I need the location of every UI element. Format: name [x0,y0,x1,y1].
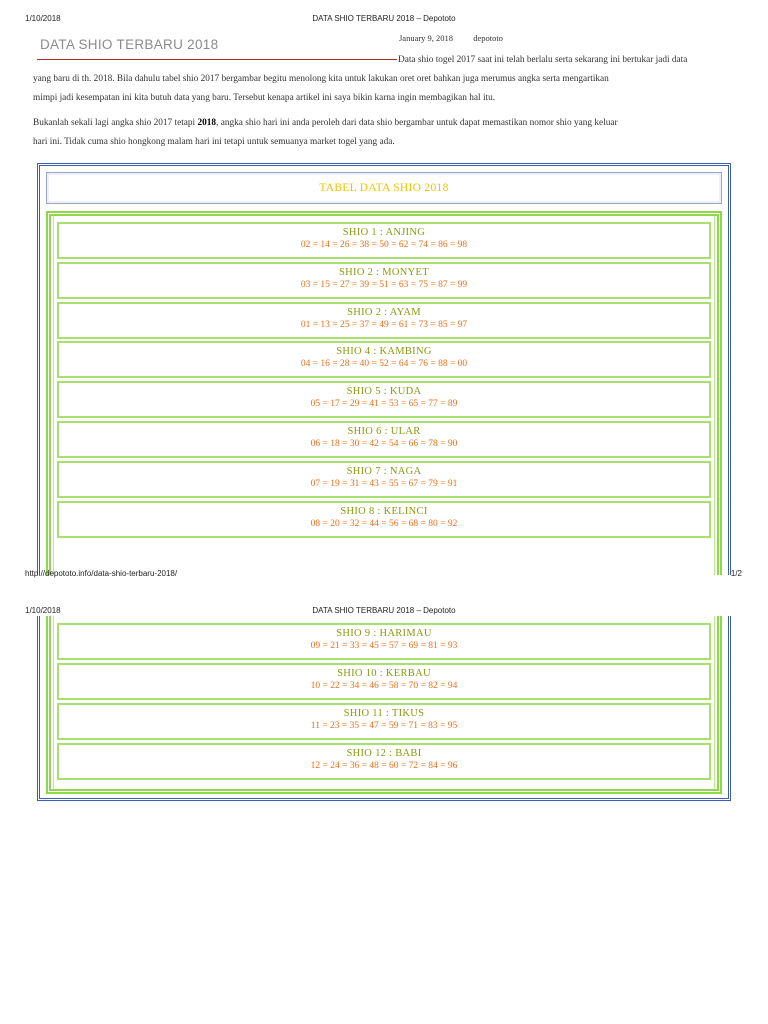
header-title: DATA SHIO TERBARU 2018 – Depototo [312,14,456,23]
header-date: 1/10/2018 [25,606,61,615]
paragraph-2-text-after: , angka shio hari ini anda peroleh dari data shio bergambar untuk dapat memastikan nomor shio yang keluar [216,118,618,128]
shio-numbers: 02 = 14 = 26 = 38 = 50 = 62 = 74 = 86 = 98 [300,240,468,250]
shio-numbers: 01 = 13 = 25 = 37 = 49 = 61 = 73 = 85 = 97 [300,320,468,330]
shio-name: SHIO 4 : KAMBING [336,346,432,357]
table-caption-box [46,172,722,204]
shio-name: SHIO 6 : ULAR [347,426,421,437]
table-row [57,703,711,740]
paragraph-1-line-1: Data shio togel 2017 saat ini telah berlalu serta sekarang ini bertukar jadi data [398,55,688,65]
shio-name: SHIO 2 : MONYET [339,267,429,278]
table-caption: TABEL DATA SHIO 2018 [319,182,449,194]
shio-name: SHIO 8 : KELINCI [340,506,428,517]
shio-name: SHIO 9 : HARIMAU [336,628,432,639]
shio-numbers: 09 = 21 = 33 = 45 = 57 = 69 = 81 = 93 [310,641,458,651]
shio-numbers: 06 = 18 = 30 = 42 = 54 = 66 = 78 = 90 [310,439,458,449]
shio-numbers: 08 = 20 = 32 = 44 = 56 = 68 = 80 = 92 [310,519,458,529]
shio-name: SHIO 2 : AYAM [347,307,421,318]
table-row [57,341,711,378]
footer-url[interactable]: http://depototo.info/data-shio-terbaru-2018/ [25,569,178,578]
table-row [57,222,711,259]
header-title: DATA SHIO TERBARU 2018 – Depototo [312,606,456,615]
table-row [57,743,711,780]
shio-numbers: 05 = 17 = 29 = 41 = 53 = 65 = 77 = 89 [310,399,458,409]
shio-name: SHIO 1 : ANJING [342,227,426,238]
paragraph-1-line-3: mimpi jadi kesempatan ini kita butuh data yang baru. Tersebut kenapa artikel ini saya bikin karna ingin membagikan hal itu. [33,93,496,103]
paragraph-2-text: Bukanlah sekali lagi angka shio 2017 tetapi [33,118,198,128]
footer-page-number: 1/2 [730,569,742,578]
table-row [57,663,711,700]
paragraph-2-bold-year: 2018 [197,118,217,128]
article-title: DATA SHIO TERBARU 2018 [40,37,219,52]
table-row [57,262,711,299]
shio-name: SHIO 11 : TIKUS [343,708,425,719]
paragraph-2-line-1 [33,114,745,133]
paragraph-1 [33,51,745,108]
post-author[interactable]: depototo [473,33,503,43]
shio-numbers: 10 = 22 = 34 = 46 = 58 = 70 = 82 = 94 [310,681,458,691]
table-row [57,381,711,418]
page2-header [0,603,768,617]
table-row [57,623,711,660]
table-row [57,461,711,498]
paragraph-2 [33,114,745,152]
shio-numbers: 07 = 19 = 31 = 43 = 55 = 67 = 79 = 91 [310,479,458,489]
shio-numbers: 03 = 15 = 27 = 39 = 51 = 63 = 75 = 87 = 99 [300,280,468,290]
post-date: January 9, 2018 [399,33,454,43]
shio-numbers: 12 = 24 = 36 = 48 = 60 = 72 = 84 = 96 [310,761,458,771]
shio-numbers: 11 = 23 = 35 = 47 = 59 = 71 = 83 = 95 [310,721,458,731]
page1-header [0,11,768,25]
post-meta [399,33,521,43]
table-row [57,501,711,538]
shio-numbers: 04 = 16 = 28 = 40 = 52 = 64 = 76 = 88 = 00 [300,359,468,369]
paragraph-2-line-2: hari ini. Tidak cuma shio hongkong malam hari ini tetapi untuk semuanya market togel yang ada. [33,137,395,147]
table-row [57,421,711,458]
shio-name: SHIO 10 : KERBAU [337,668,431,679]
shio-name: SHIO 5 : KUDA [346,386,422,397]
table-row [57,302,711,339]
shio-name: SHIO 7 : NAGA [346,466,422,477]
shio-name: SHIO 12 : BABI [346,748,422,759]
header-date: 1/10/2018 [25,14,61,23]
paragraph-1-line-2: yang baru di th. 2018. Bila dahulu tabel shio 2017 bergambar begitu menolong kita untuk lakukan oret oret bahkan juga merumus angka serta mengartikan [33,74,609,84]
